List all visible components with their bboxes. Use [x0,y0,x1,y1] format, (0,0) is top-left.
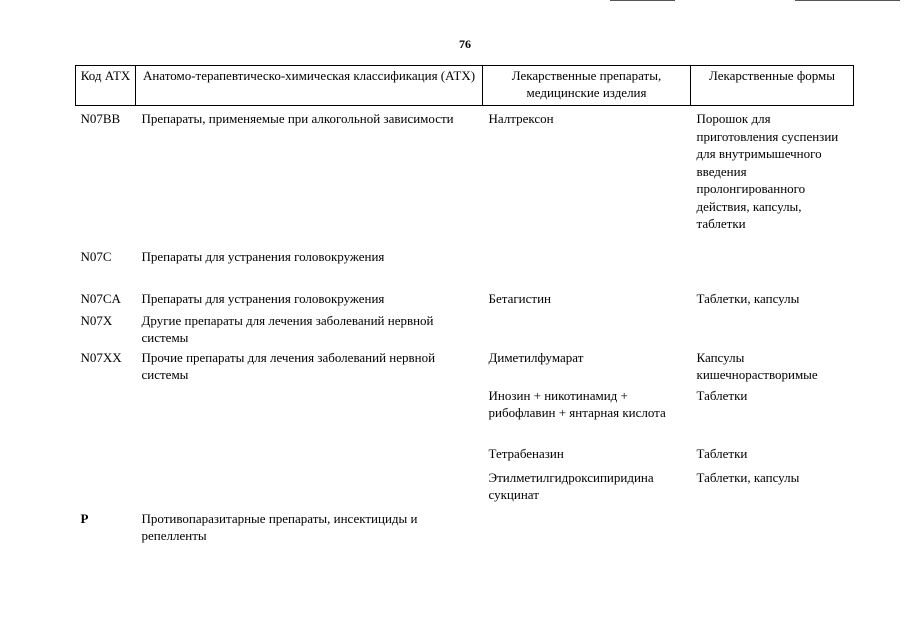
dosage-form [691,506,854,545]
dosage-form: Таблетки, капсулы [696,469,800,485]
dosage-form: Таблетки [696,387,748,403]
atc-classification [136,445,483,469]
table-row [76,284,854,308]
drug-name: Этилметилгидроксипиридина сукцинат [488,469,654,502]
scan-artifact-line [795,0,900,1]
table-row [76,106,854,249]
drug-name [483,506,691,545]
page-number: 76 [459,37,471,51]
header-classification: Анатомо-терапевтическо-химическая классификация (АТХ) [136,66,483,106]
drug-name: Бетагистин [488,291,551,306]
table-row [76,308,854,348]
drug-name: Тетрабеназин [488,445,564,461]
atc-classification: Противопаразитарные препараты, инсектициды и репелленты [141,510,418,543]
atc-classification [136,387,483,445]
dosage-form: Капсулы кишечнорастворимые [696,349,818,382]
drug-name [483,308,691,348]
table-row [76,506,854,545]
atc-classification: Препараты, применяемые при алкогольной зависимости [141,111,454,126]
atc-classification [136,469,483,506]
atc-classification: Препараты для устранения головокружения [141,249,385,264]
atc-code [76,445,136,469]
atc-code [76,387,136,445]
header-forms: Лекарственные формы [691,66,854,106]
table-row [76,248,854,284]
atc-classification: Препараты для устранения головокружения [141,291,385,306]
dosage-form [691,248,854,284]
atc-code: N07XX [80,349,122,365]
drug-name: Диметилфумарат [488,349,584,365]
table-row [76,469,854,506]
atc-classification: Другие препараты для лечения заболеваний нервной системы [141,312,434,345]
table-row [76,445,854,469]
dosage-form: Таблетки [696,445,748,461]
table-row [76,387,854,445]
drug-name: Инозин + никотинамид + рибофлавин + янтарная кислота [488,387,666,420]
atc-code: N07C [80,249,112,264]
table-row [76,348,854,387]
atc-code: N07BB [80,111,121,126]
atc-code: P [80,510,89,526]
table-header-row [76,66,854,106]
dosage-form: Порошок для приготовления суспензии для внутримышечного введения пролонгированного действия, капсулы, таблетки [696,111,839,231]
drug-name: Налтрексон [488,111,554,126]
scan-artifact-line [610,0,675,1]
drug-name [483,248,691,284]
atc-code: N07X [80,312,113,328]
header-drugs: Лекарственные препараты, медицинские изделия [483,66,691,106]
dosage-form: Таблетки, капсулы [696,291,800,306]
atc-code [76,469,136,506]
header-code: Код АТХ [76,66,136,106]
atc-code: N07CA [80,291,121,306]
atc-table [75,65,854,545]
atc-classification: Прочие препараты для лечения заболеваний нервной системы [141,349,436,382]
dosage-form [691,308,854,348]
